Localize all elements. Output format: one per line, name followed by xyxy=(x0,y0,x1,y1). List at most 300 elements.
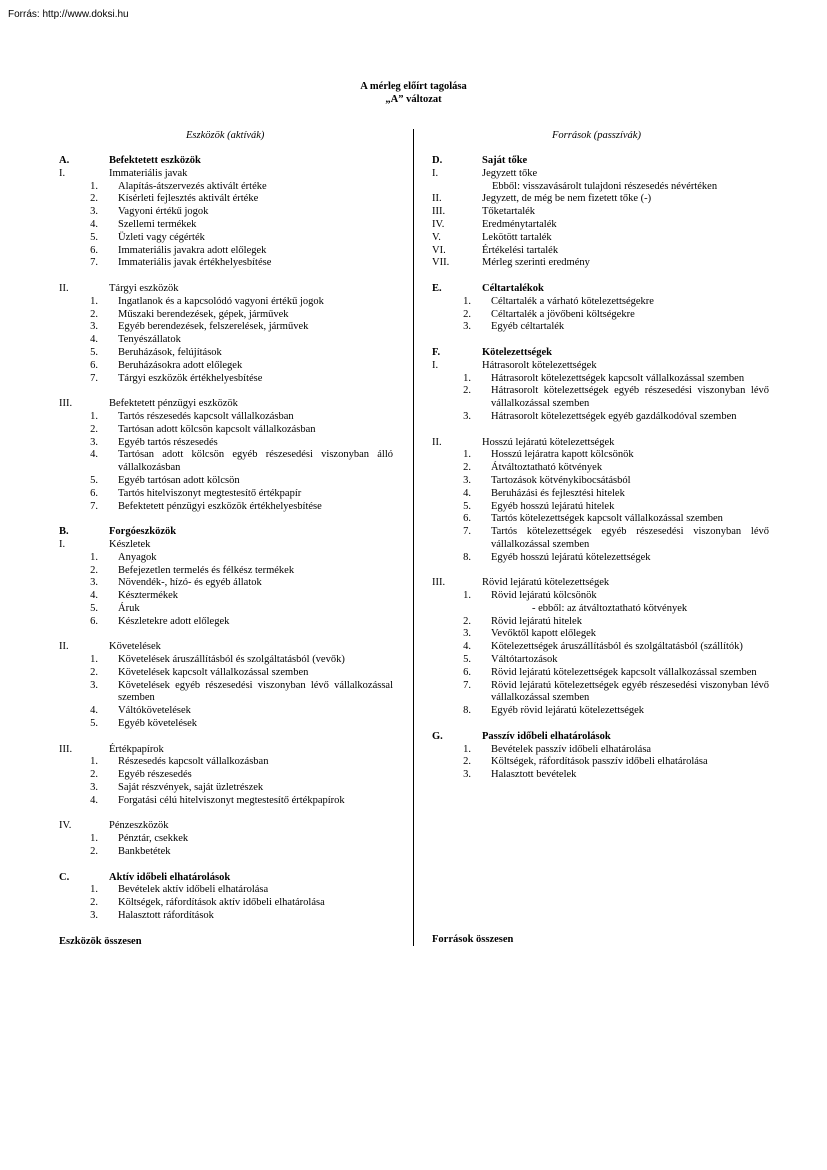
list-item xyxy=(59,488,393,501)
item-text: Egyéb hosszú lejáratú kötelezettségek xyxy=(491,551,651,563)
item-number: 3. xyxy=(463,321,471,333)
group-heading xyxy=(432,219,769,232)
list-item xyxy=(59,411,393,424)
item-number: I. xyxy=(432,359,439,371)
item-text: Forgatási célú hitelviszonyt megtestesítő értékpapírok xyxy=(118,794,345,806)
item-text: Rövid lejáratú kölcsönök xyxy=(491,590,597,602)
list-item xyxy=(59,437,393,450)
item-number: 6. xyxy=(463,513,471,525)
item-number: IV. xyxy=(432,218,445,230)
spacer xyxy=(59,859,393,872)
item-text: Költségek, ráfordítások aktív időbeli elhatárolása xyxy=(118,897,325,909)
list-item xyxy=(432,769,769,782)
item-number: 2. xyxy=(463,308,471,320)
item-number: 8. xyxy=(463,705,471,717)
column-divider xyxy=(413,129,414,946)
item-number: 1. xyxy=(90,295,98,307)
item-number: II. xyxy=(432,193,442,205)
item-number: E. xyxy=(432,282,442,294)
assets-column xyxy=(59,155,393,948)
item-text: Alapítás-átszervezés aktivált értéke xyxy=(118,180,267,192)
item-number: 4. xyxy=(463,487,471,499)
liabilities-header: Források (passzívák) xyxy=(552,130,641,141)
item-number: 2. xyxy=(90,897,98,909)
item-number: 3. xyxy=(463,474,471,486)
item-text: Értékelési tartalék xyxy=(482,244,559,256)
item-number: I. xyxy=(432,167,439,179)
liabilities-total-wrap xyxy=(432,934,769,947)
list-item xyxy=(59,897,393,910)
item-text: Egyéb céltartalék xyxy=(491,321,565,333)
item-number: 1. xyxy=(463,449,471,461)
item-text: Ebből: visszavásárolt tulajdoni részesedés névértéken xyxy=(492,180,718,192)
list-item xyxy=(59,769,393,782)
item-text: Egyéb tartós részesedés xyxy=(118,436,218,448)
item-number: 3. xyxy=(90,436,98,448)
list-item xyxy=(432,373,769,386)
item-number: 7. xyxy=(90,500,98,512)
item-number: 8. xyxy=(463,551,471,563)
list-item xyxy=(432,641,769,654)
item-text: Beruházásokra adott előlegek xyxy=(118,359,243,371)
item-text: Értékpapírok xyxy=(109,743,164,755)
list-item xyxy=(59,347,393,360)
list-item xyxy=(59,590,393,603)
item-number: 5. xyxy=(463,654,471,666)
list-item xyxy=(432,590,769,603)
list-item xyxy=(59,782,393,795)
spacer xyxy=(59,628,393,641)
list-item xyxy=(432,309,769,322)
item-number: 3. xyxy=(90,321,98,333)
item-text: Befejezetlen termelés és félkész termékek xyxy=(118,564,295,576)
list-item xyxy=(59,334,393,347)
item-number: 2. xyxy=(90,193,98,205)
group-heading xyxy=(432,257,769,270)
list-item xyxy=(59,181,393,194)
item-number: 2. xyxy=(90,308,98,320)
group-heading xyxy=(432,577,769,590)
item-number: 5. xyxy=(90,474,98,486)
item-number: 4. xyxy=(90,794,98,806)
item-number: 1. xyxy=(90,410,98,422)
item-number: 1. xyxy=(90,654,98,666)
list-item xyxy=(59,321,393,334)
item-text: Passzív időbeli elhatárolások xyxy=(482,730,611,742)
item-number: 4. xyxy=(463,641,471,653)
item-number: 1. xyxy=(463,590,471,602)
item-text: Céltartalék a várható kötelezettségekre xyxy=(491,295,654,307)
item-number: 1. xyxy=(90,833,98,845)
item-text: Üzleti vagy cégérték xyxy=(118,231,205,243)
item-text: Pénzeszközök xyxy=(109,820,169,832)
item-text: Hátrasorolt kötelezettségek xyxy=(482,359,597,371)
item-text: Mérleg szerinti eredmény xyxy=(482,257,590,269)
item-number: III. xyxy=(59,743,73,755)
item-number: 3. xyxy=(90,206,98,218)
section-heading xyxy=(59,526,393,539)
item-text: Készletek xyxy=(109,538,151,550)
item-number: 5. xyxy=(90,718,98,730)
list-item xyxy=(59,245,393,258)
group-heading xyxy=(59,168,393,181)
item-number: 1. xyxy=(90,884,98,896)
list-item xyxy=(432,667,769,680)
item-number: 4. xyxy=(90,334,98,346)
list-item xyxy=(432,411,769,424)
group-heading xyxy=(59,398,393,411)
list-item xyxy=(59,565,393,578)
item-text: Immateriális javakra adott előlegek xyxy=(118,244,267,256)
item-text: Egyéb részesedés xyxy=(118,769,192,781)
list-item xyxy=(59,705,393,718)
item-text: Egyéb tartósan adott kölcsön xyxy=(118,474,240,486)
item-number: 6. xyxy=(463,666,471,678)
item-number: 4. xyxy=(90,705,98,717)
list-item xyxy=(432,449,769,462)
item-number: 3. xyxy=(90,577,98,589)
item-text: Jegyzett, de még be nem fizetett tőke (-) xyxy=(482,193,652,205)
list-item xyxy=(59,654,393,667)
item-text: Saját tőke xyxy=(482,155,528,166)
list-item xyxy=(432,385,769,411)
item-text: Immateriális javak xyxy=(109,167,188,179)
item-text: Pénztár, csekkek xyxy=(118,833,189,845)
list-item xyxy=(59,373,393,386)
list-item xyxy=(432,744,769,757)
item-number: 5. xyxy=(90,602,98,614)
item-number: A. xyxy=(59,155,70,166)
item-text: Aktív időbeli elhatárolások xyxy=(109,871,231,883)
list-item xyxy=(59,718,393,731)
item-number: II. xyxy=(59,282,69,294)
list-item xyxy=(59,680,393,706)
group-heading xyxy=(59,539,393,552)
list-item xyxy=(432,475,769,488)
item-text: Céltartalék a jövőbeni költségekre xyxy=(491,308,635,320)
source-url: Forrás: http://www.doksi.hu xyxy=(8,9,129,20)
assets-header: Eszközök (aktívák) xyxy=(186,130,265,141)
item-number: 6. xyxy=(90,615,98,627)
list-item xyxy=(432,526,769,552)
item-text: Eredménytartalék xyxy=(482,218,557,230)
list-item xyxy=(432,501,769,514)
spacer xyxy=(59,923,393,936)
item-text: Halasztott ráfordítások xyxy=(118,910,214,922)
item-text: Egyéb hosszú lejáratú hitelek xyxy=(491,500,615,512)
item-text: Rövid lejáratú kötelezettségek kapcsolt vállalkozással szemben xyxy=(491,666,757,678)
list-item xyxy=(59,475,393,488)
list-item xyxy=(59,449,393,475)
spacer xyxy=(59,270,393,283)
list-item xyxy=(432,603,769,616)
group-heading xyxy=(59,641,393,654)
spacer xyxy=(59,808,393,821)
item-number: I. xyxy=(59,167,66,179)
item-number: 6. xyxy=(90,359,98,371)
spacer xyxy=(432,334,769,347)
item-text: Befektetett pénzügyi eszközök xyxy=(109,398,238,410)
item-number: 6. xyxy=(90,244,98,256)
item-number: 5. xyxy=(90,231,98,243)
item-number: 3. xyxy=(463,410,471,422)
list-item xyxy=(59,616,393,629)
liabilities-total-label: Források összesen xyxy=(432,934,514,945)
list-item xyxy=(432,181,769,194)
item-number: 3. xyxy=(463,628,471,640)
item-text: Anyagok xyxy=(118,551,157,563)
column-total xyxy=(59,936,393,949)
item-text: Növendék-, hízó- és egyéb állatok xyxy=(118,577,262,589)
list-item xyxy=(59,424,393,437)
item-number: 3. xyxy=(90,910,98,922)
item-text: Vagyoni értékű jogok xyxy=(118,206,209,218)
list-item xyxy=(59,833,393,846)
list-item xyxy=(59,232,393,245)
list-item xyxy=(432,462,769,475)
item-number: 7. xyxy=(463,679,471,691)
group-heading xyxy=(432,168,769,181)
list-item xyxy=(432,654,769,667)
item-number: 1. xyxy=(463,743,471,755)
item-text: Egyéb követelések xyxy=(118,718,198,730)
item-number: VII. xyxy=(432,257,450,269)
item-number: 2. xyxy=(463,385,471,397)
page-title: A mérleg előírt tagolása xyxy=(360,81,467,92)
item-number: III. xyxy=(59,398,73,410)
item-number: 1. xyxy=(90,180,98,192)
group-heading xyxy=(432,245,769,258)
list-item xyxy=(59,577,393,590)
item-text: Követelések egyéb részesedési viszonyban lévő vállalkozással szemben xyxy=(118,679,393,704)
list-item xyxy=(432,616,769,629)
item-text: Tartozások kötvénykibocsátásból xyxy=(491,474,631,486)
group-heading xyxy=(432,437,769,450)
item-text: Forgóeszközök xyxy=(109,526,177,538)
list-item xyxy=(432,628,769,641)
item-text: Ingatlanok és a kapcsolódó vagyoni értékű jogok xyxy=(118,295,324,307)
spacer xyxy=(432,718,769,731)
item-text: Hátrasorolt kötelezettségek egyéb gazdálkodóval szemben xyxy=(491,410,737,422)
list-item xyxy=(432,321,769,334)
item-number: III. xyxy=(432,206,446,218)
item-number: 2. xyxy=(463,615,471,627)
list-item xyxy=(59,795,393,808)
item-text: Bevételek aktív időbeli elhatárolása xyxy=(118,884,269,896)
item-text: Követelések áruszállításból és szolgáltatásból (vevők) xyxy=(118,654,345,666)
item-text: Hosszú lejáratú kötelezettségek xyxy=(482,436,615,448)
item-number: 2. xyxy=(463,462,471,474)
item-text: Tartósan adott kölcsön kapcsolt vállalkozásban xyxy=(118,423,316,435)
item-text: Céltartalékok xyxy=(482,282,544,294)
item-text: Immateriális javak értékhelyesbítése xyxy=(118,257,272,269)
item-number: II. xyxy=(59,641,69,653)
item-text: Tőketartalék xyxy=(482,206,536,218)
item-number: 5. xyxy=(463,500,471,512)
item-text: Halasztott bevételek xyxy=(491,769,577,781)
item-text: Saját részvények, saját üzletrészek xyxy=(118,782,264,794)
group-heading xyxy=(432,360,769,373)
group-heading xyxy=(59,820,393,833)
list-item xyxy=(432,296,769,309)
item-number: 2. xyxy=(90,769,98,781)
list-item xyxy=(59,501,393,514)
list-item xyxy=(59,309,393,322)
section-heading xyxy=(432,347,769,360)
item-text: Készletekre adott előlegek xyxy=(118,615,230,627)
item-number: B. xyxy=(59,526,69,538)
group-heading xyxy=(59,283,393,296)
item-number: G. xyxy=(432,730,443,742)
item-text: Rövid lejáratú kötelezettségek egyéb részesedési viszonyban lévő vállalkozással szemben xyxy=(491,679,769,704)
list-item xyxy=(59,257,393,270)
item-text: Vevőktől kapott előlegek xyxy=(491,628,596,640)
item-text: Részesedés kapcsolt vállalkozásban xyxy=(118,756,269,768)
item-number: 4. xyxy=(90,590,98,602)
item-text: Lekötött tartalék xyxy=(482,231,552,243)
group-heading xyxy=(432,193,769,206)
item-number: F. xyxy=(432,346,441,358)
item-number: 2. xyxy=(90,846,98,858)
item-text: Befektetett eszközök xyxy=(109,155,201,166)
item-text: Tartós részesedés kapcsolt vállalkozásban xyxy=(118,410,294,422)
item-number: 2. xyxy=(90,666,98,678)
list-item xyxy=(432,552,769,565)
item-text: Eszközök összesen xyxy=(59,935,142,947)
item-number: 7. xyxy=(463,526,471,538)
liabilities-total xyxy=(432,934,769,947)
item-text: Késztermékek xyxy=(118,590,179,602)
item-text: Tenyészállatok xyxy=(118,334,181,346)
item-text: Műszaki berendezések, gépek, járművek xyxy=(118,308,289,320)
item-text: Szellemi termékek xyxy=(118,218,197,230)
item-number: 1. xyxy=(463,372,471,384)
section-heading xyxy=(432,155,769,168)
item-text: Kötelezettségek áruszállításból és szolgáltatásból (szállítók) xyxy=(491,641,743,653)
list-item xyxy=(432,705,769,718)
spacer xyxy=(59,385,393,398)
item-text: Befektetett pénzügyi eszközök értékhelyesbítése xyxy=(118,500,322,512)
list-item xyxy=(59,756,393,769)
item-number: D. xyxy=(432,155,443,166)
item-text: Áruk xyxy=(118,602,140,614)
item-number: 4. xyxy=(90,449,98,461)
section-heading xyxy=(432,283,769,296)
item-text: Tartós hitelviszonyt megtestesítő értékpapír xyxy=(118,487,302,499)
list-item xyxy=(59,206,393,219)
item-text: Kísérleti fejlesztés aktivált értéke xyxy=(118,193,259,205)
item-number: 4. xyxy=(90,218,98,230)
item-text: Követelések kapcsolt vállalkozással szemben xyxy=(118,666,309,678)
section-heading xyxy=(432,731,769,744)
item-text: Átváltoztatható kötvények xyxy=(491,462,603,474)
list-item xyxy=(59,219,393,232)
item-text: Tartós kötelezettségek egyéb részesedési viszonyban lévő vállalkozással szemben xyxy=(491,526,769,550)
item-number: 7. xyxy=(90,257,98,269)
item-text: Hátrasorolt kötelezettségek egyéb részesedési viszonyban lévő vállalkozással szemben xyxy=(491,385,769,410)
item-number: 7. xyxy=(90,372,98,384)
item-text: Rövid lejáratú hitelek xyxy=(491,615,582,627)
item-text: Rövid lejáratú kötelezettségek xyxy=(482,577,610,589)
item-text: Hátrasorolt kötelezettségek kapcsolt vállalkozással szemben xyxy=(491,372,745,384)
section-heading xyxy=(59,155,393,168)
item-text: Beruházások, felújítások xyxy=(118,346,222,358)
item-text: Váltótartozások xyxy=(491,654,558,666)
list-item xyxy=(432,488,769,501)
list-item xyxy=(59,884,393,897)
item-number: 2. xyxy=(90,423,98,435)
item-text: Egyéb rövid lejáratú kötelezettségek xyxy=(491,705,645,717)
item-text: Jegyzett tőke xyxy=(482,167,538,179)
item-text: Bevételek passzív időbeli elhatárolása xyxy=(491,743,652,755)
item-number: VI. xyxy=(432,244,446,256)
section-heading xyxy=(59,872,393,885)
group-heading xyxy=(432,206,769,219)
group-heading xyxy=(59,744,393,757)
list-item xyxy=(432,680,769,706)
item-text: Tartósan adott kölcsön egyéb részesedési viszonyban álló vállalkozásban xyxy=(118,449,393,474)
spacer xyxy=(432,565,769,578)
spacer xyxy=(59,731,393,744)
item-number: 2. xyxy=(90,564,98,576)
item-text: Egyéb berendezések, felszerelések, járművek xyxy=(118,321,309,333)
list-item xyxy=(59,193,393,206)
spacer xyxy=(59,513,393,526)
item-number: II. xyxy=(432,436,442,448)
item-number: I. xyxy=(59,538,66,550)
list-item xyxy=(432,513,769,526)
item-text: Tárgyi eszközök értékhelyesbítése xyxy=(118,372,263,384)
item-number: 6. xyxy=(90,487,98,499)
item-number: IV. xyxy=(59,820,72,832)
item-number: 3. xyxy=(90,679,98,691)
item-text: Bankbetétek xyxy=(118,846,171,858)
list-item xyxy=(59,910,393,923)
item-number: 5. xyxy=(90,346,98,358)
group-heading xyxy=(432,232,769,245)
list-item xyxy=(59,667,393,680)
page-subtitle: „A” változat xyxy=(385,94,442,105)
list-item xyxy=(59,552,393,565)
item-text: Költségek, ráfordítások passzív időbeli elhatárolása xyxy=(491,756,708,768)
item-number: 3. xyxy=(463,769,471,781)
spacer xyxy=(432,270,769,283)
item-number: C. xyxy=(59,871,70,883)
item-number: III. xyxy=(432,577,446,589)
item-number: 3. xyxy=(90,782,98,794)
item-number: V. xyxy=(432,231,441,243)
item-text: Hosszú lejáratra kapott kölcsönök xyxy=(491,449,634,461)
list-item xyxy=(59,360,393,373)
list-item xyxy=(59,603,393,616)
list-item xyxy=(59,846,393,859)
item-text: Beruházási és fejlesztési hitelek xyxy=(491,487,625,499)
item-text: Kötelezettségek xyxy=(482,346,552,358)
item-text: Követelések xyxy=(109,641,161,653)
list-item xyxy=(59,296,393,309)
item-number: 2. xyxy=(463,756,471,768)
spacer xyxy=(432,424,769,437)
item-text: Tartós kötelezettségek kapcsolt vállalkozással szemben xyxy=(491,513,723,525)
item-text: Tárgyi eszközök xyxy=(109,282,179,294)
item-number: 1. xyxy=(463,295,471,307)
item-number: 1. xyxy=(90,551,98,563)
list-item xyxy=(432,756,769,769)
item-text: - ebből: az átváltoztatható kötvények xyxy=(532,602,688,614)
liabilities-column xyxy=(432,155,769,782)
item-number: 1. xyxy=(90,756,98,768)
item-text: Váltókövetelések xyxy=(118,705,191,717)
